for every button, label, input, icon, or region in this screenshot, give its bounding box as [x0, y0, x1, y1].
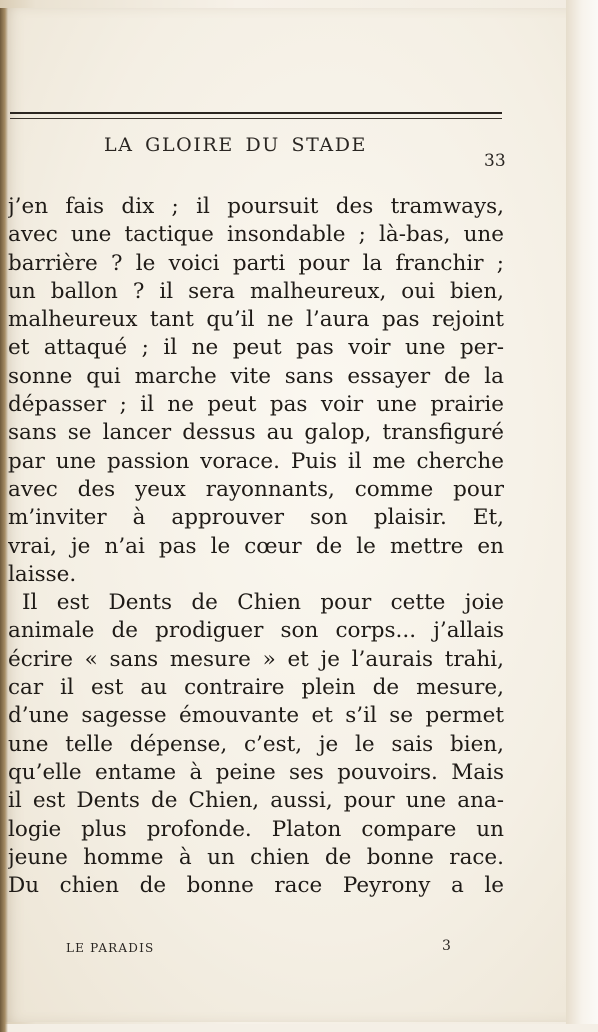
text-line: et attaqué ; il ne peut pas voir une per-	[8, 335, 504, 361]
text-line: vrai, je n’ai pas le cœur de le mettre en	[8, 533, 504, 559]
page-edge	[566, 0, 598, 1024]
running-head-title: LA GLOIRE DU STADE	[104, 134, 368, 156]
text-line: par une passion vorace. Puis il me cherche	[8, 448, 504, 474]
text-line: dépasser ; il ne peut pas voir une prairie	[8, 392, 504, 418]
text-line: Il est Dents de Chien pour cette joie	[22, 590, 504, 616]
header-rule-thick	[10, 112, 502, 114]
text-line: laisse.	[8, 561, 77, 587]
text-line: sonne qui marche vite sans essayer de la	[8, 363, 504, 389]
signature-number: 3	[442, 938, 451, 954]
text-line: jeune homme à un chien de bonne race.	[8, 844, 504, 870]
body-text	[8, 193, 504, 900]
text-line: écrire « sans mesure » et je l’aurais trahi,	[8, 646, 504, 672]
text-line: qu’elle entame à peine ses pouvoirs. Mais	[8, 759, 504, 785]
text-line: j’en fais dix ; il poursuit des tramways,	[8, 194, 504, 219]
text-line: car il est au contraire plein de mesure,	[8, 675, 504, 701]
text-line: d’une sagesse émouvante et s’il se permet	[8, 703, 504, 729]
text-line: un ballon ? il sera malheureux, oui bien,	[8, 278, 504, 304]
text-line: logie plus profonde. Platon compare un	[8, 816, 504, 842]
text-line: m’inviter à approuver son plaisir. Et,	[8, 505, 504, 531]
text-line: Du chien de bonne race Peyrony a le	[8, 873, 504, 899]
text-line: avec des yeux rayonnants, comme pour	[8, 476, 504, 502]
text-line: barrière ? le voici parti pour la franchir ;	[8, 250, 504, 276]
text-line: une telle dépense, c’est, je le sais bien,	[8, 731, 504, 757]
page-number: 33	[484, 151, 506, 171]
text-line: malheureux tant qu’il ne l’aura pas rejoint	[8, 307, 504, 333]
text-line: animale de prodiguer son corps... j’allais	[8, 618, 504, 644]
text-line: avec une tactique insondable ; là-bas, une	[8, 222, 504, 248]
text-line: il est Dents de Chien, aussi, pour une ana-	[8, 788, 504, 814]
page-gutter-shadow	[0, 8, 8, 1032]
book-page	[0, 8, 566, 1022]
header-rule-thin	[10, 118, 502, 119]
text-line: sans se lancer dessus au galop, transfiguré	[8, 420, 504, 446]
signature-mark: LE PARADIS	[66, 941, 155, 955]
